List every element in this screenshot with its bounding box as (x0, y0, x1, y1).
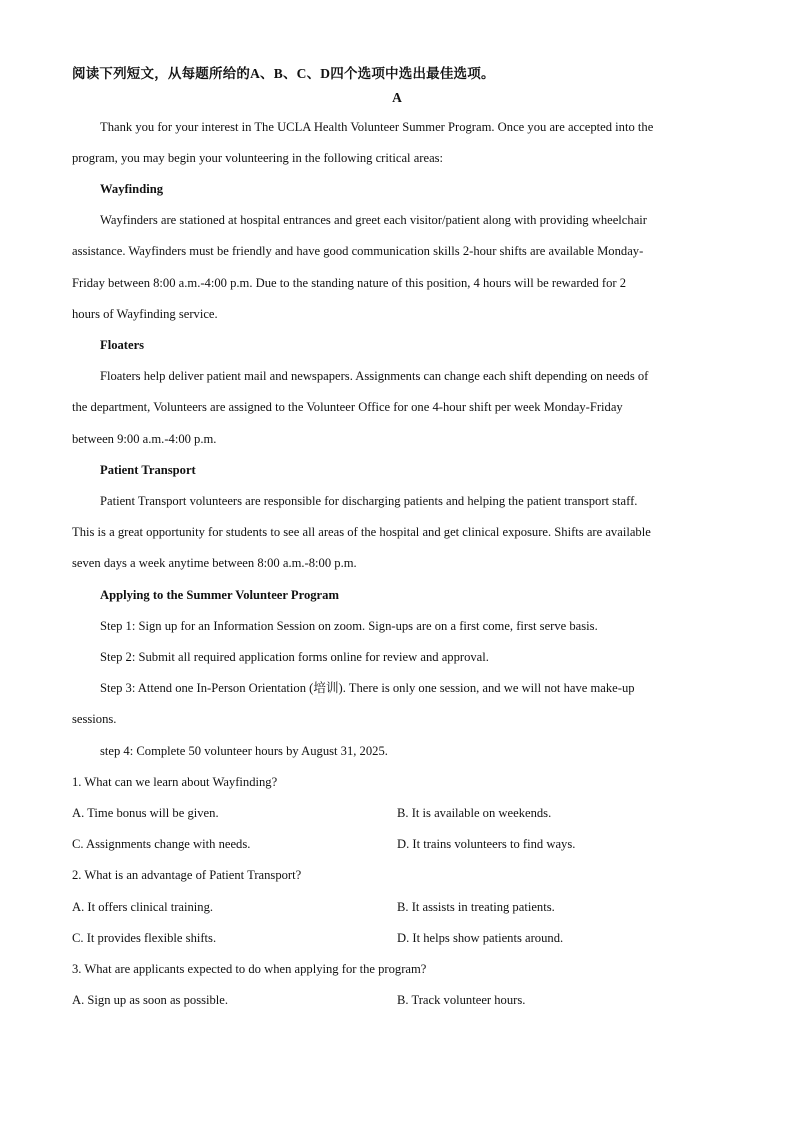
step-4: step 4: Complete 50 volunteer hours by August 31, 2025. (100, 744, 388, 758)
patient-transport-line-2: This is a great opportunity for students to see all areas of the hospital and get clinical exposure. Shifts are available (72, 525, 651, 539)
wayfinding-heading: Wayfinding (100, 182, 163, 196)
wayfinding-line-4: hours of Wayfinding service. (72, 307, 218, 321)
step-2: Step 2: Submit all required application forms online for review and approval. (100, 650, 489, 664)
question-2-option-d: D. It helps show patients around. (397, 931, 564, 945)
question-1-option-a: A. Time bonus will be given. (72, 806, 219, 820)
question-3-option-a: A. Sign up as soon as possible. (72, 993, 229, 1007)
question-1-stem: 1. What can we learn about Wayfinding? (72, 775, 278, 789)
floaters-line-1: Floaters help deliver patient mail and newspapers. Assignments can change each shift depending on needs of (100, 369, 649, 383)
step-1: Step 1: Sign up for an Information Session on zoom. Sign-ups are on a first come, first serve basis. (100, 619, 598, 633)
question-3-option-b: B. Track volunteer hours. (397, 993, 526, 1007)
question-2-option-a: A. It offers clinical training. (72, 900, 214, 914)
question-2-option-c: C. It provides flexible shifts. (72, 931, 217, 945)
intro-line-1: Thank you for your interest in The UCLA Health Volunteer Summer Program. Once you are accepted into the (100, 120, 654, 134)
question-2-option-b: B. It assists in treating patients. (397, 900, 555, 914)
patient-transport-heading: Patient Transport (100, 463, 196, 477)
instruction-text: 阅读下列短文，从每题所给的A、B、C、D四个选项中选出最佳选项。 (72, 66, 495, 81)
question-1-option-b: B. It is available on weekends. (397, 806, 552, 820)
step-3-line-2: sessions. (72, 712, 117, 726)
patient-transport-line-3: seven days a week anytime between 8:00 a.m.-8:00 p.m. (72, 556, 357, 570)
intro-line-2: program, you may begin your volunteering in the following critical areas: (72, 151, 444, 165)
wayfinding-line-2: assistance. Wayfinders must be friendly and have good communication skills 2-hour shifts are available Monday- (72, 244, 644, 258)
wayfinding-line-1: Wayfinders are stationed at hospital entrances and greet each visitor/patient along with providing wheelchair (100, 213, 647, 227)
floaters-line-2: the department, Volunteers are assigned to the Volunteer Office for one 4-hour shift per week Monday-Friday (72, 400, 623, 414)
patient-transport-line-1: Patient Transport volunteers are responsible for discharging patients and helping the patient transport staff. (100, 494, 638, 508)
section-letter: A (392, 90, 402, 105)
floaters-heading: Floaters (100, 338, 145, 352)
applying-heading: Applying to the Summer Volunteer Program (100, 588, 339, 602)
question-1-option-d: D. It trains volunteers to find ways. (397, 837, 576, 851)
floaters-line-3: between 9:00 a.m.-4:00 p.m. (72, 432, 217, 446)
step-3-line-1: Step 3: Attend one In-Person Orientation (培训). There is only one session, and we will not have make-up (100, 681, 635, 695)
question-1-option-c: C. Assignments change with needs. (72, 837, 251, 851)
wayfinding-line-3: Friday between 8:00 a.m.-4:00 p.m. Due to the standing nature of this position, 4 hours will be rewarded for 2 (72, 276, 627, 290)
question-3-stem: 3. What are applicants expected to do when applying for the program? (72, 962, 427, 976)
question-2-stem: 2. What is an advantage of Patient Transport? (72, 868, 302, 882)
